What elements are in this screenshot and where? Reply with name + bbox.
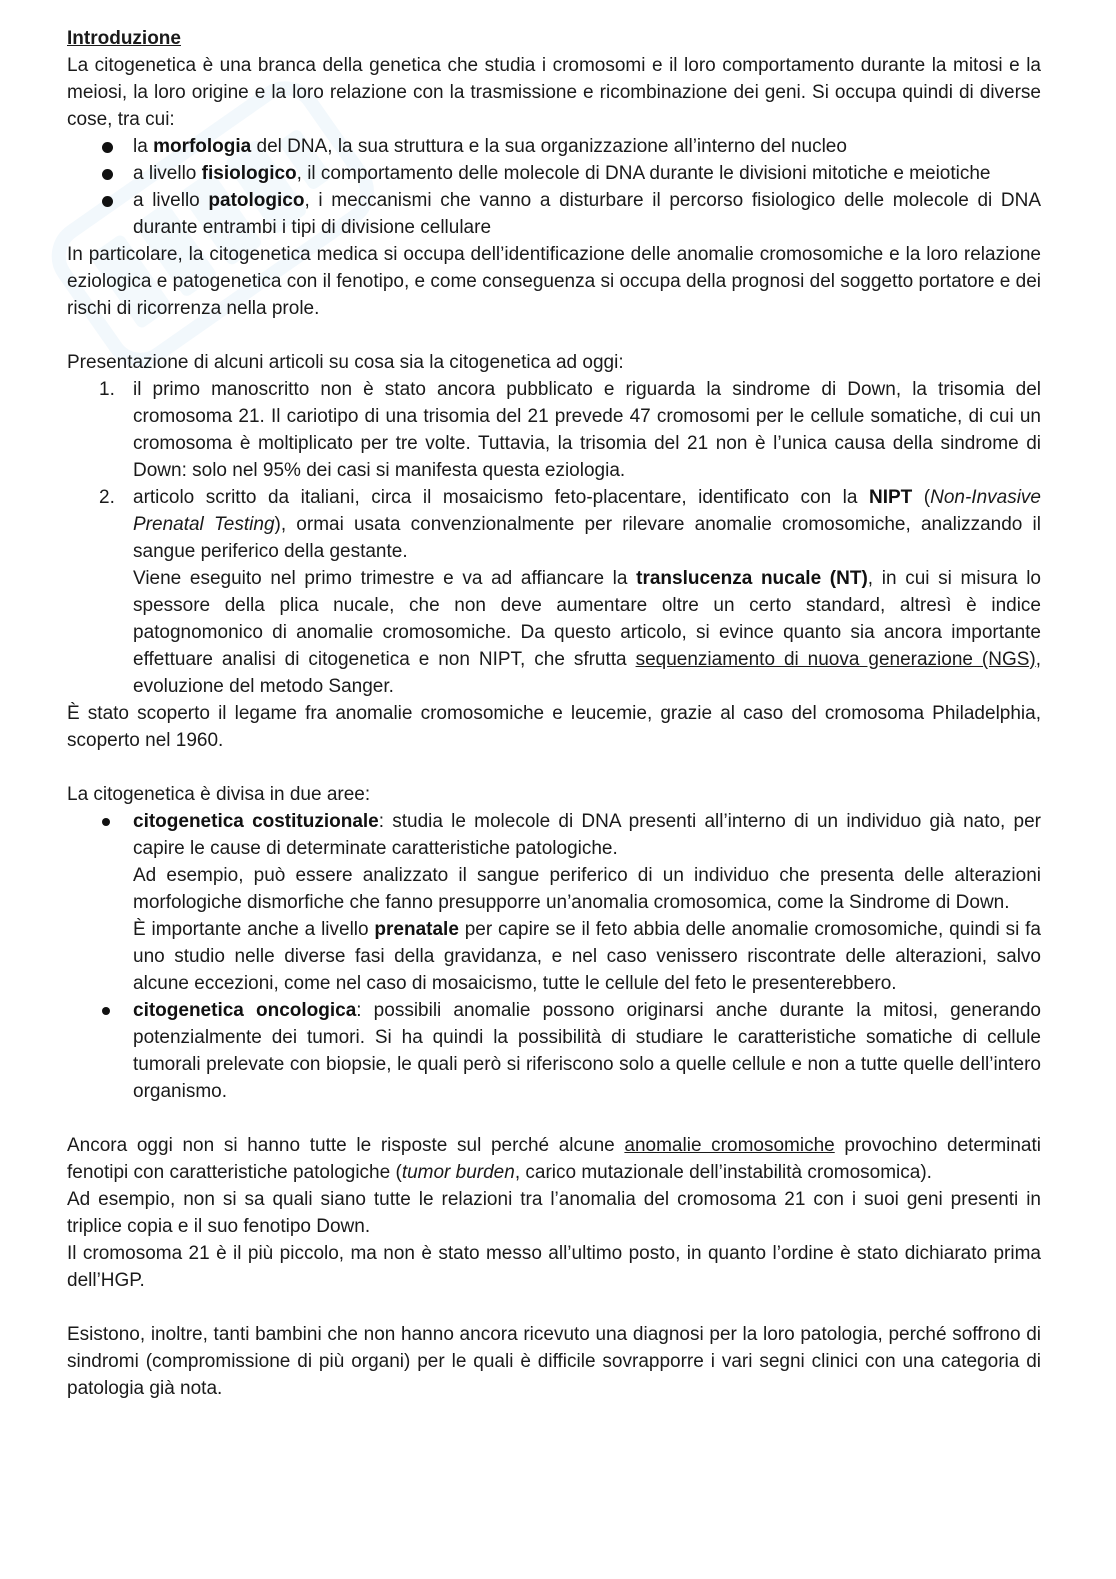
- areas-lead: La citogenetica è divisa in due aree:: [67, 784, 371, 805]
- intro-paragraph: La citogenetica è una branca della genetica che studia i cromosomi e il loro comportamento durante la mitosi e la meiosi, la loro origine e la loro relazione con la trasmissione e ricombinazione dei geni. Si occupa quindi di diverse cose, tra cui:: [67, 55, 1041, 130]
- intro-bullet-list: [67, 133, 1041, 241]
- list-item: la morfologia del DNA, la sua struttura e la sua organizzazione all’interno del nucleo: [67, 133, 1041, 160]
- list-item: a livello fisiologico, il comportamento delle molecole di DNA durante le divisioni mitotiche e meiotiche: [67, 160, 1041, 187]
- areas-list: [67, 808, 1041, 1105]
- bullet-icon: [102, 818, 110, 826]
- bullet-icon: [102, 169, 113, 180]
- chromosome-21-paragraph: Ad esempio, non si sa quali siano tutte le relazioni tra l’anomalia del cromosoma 21 con i suoi geni presenti in triplice copia e il suo fenotipo Down.: [67, 1189, 1041, 1237]
- bullet-icon: [102, 142, 113, 153]
- undiagnosed-paragraph: Esistono, inoltre, tanti bambini che non hanno ancora ricevuto una diagnosi per la loro patologia, perché soffrono di sindromi (compromissione di più organi) per le quali è difficile sovrapporre i vari segni clinici con una categoria di patologia già nota.: [67, 1324, 1041, 1399]
- list-item: 1. il primo manoscritto non è stato ancora pubblicato e riguarda la sindrome di Down, la trisomia del cromosoma 21. Il cariotipo di una trisomia del 21 prevede 47 cromosomi per le cellule somatiche, di cui un cromosoma è moltiplicato per tre volte. Tuttavia, la trisomia del 21 non è l’unica causa della sindrome di Down: solo nel 95% dei casi si manifesta questa eziologia.: [99, 379, 1041, 481]
- hgp-paragraph: Il cromosoma 21 è il più piccolo, ma non è stato messo all’ultimo posto, in quanto l’ordine è stato dichiarato prima dell’HGP.: [67, 1243, 1041, 1291]
- articles-list: [67, 376, 1041, 700]
- list-item: a livello patologico, i meccanismi che vanno a disturbare il percorso fisiologico delle molecole di DNA durante entrambi i tipi di divisione cellulare: [67, 187, 1041, 241]
- document-body: [67, 25, 1041, 1402]
- medical-cytogenetics-paragraph: In particolare, la citogenetica medica si occupa dell’identificazione delle anomalie cromosomiche e la loro relazione eziologica e patogenetica con il fenotipo, e come conseguenza si occupa della prognosi del soggetto portatore e dei rischi di ricorrenza nella prole.: [67, 244, 1041, 319]
- list-item: citogenetica costituzionale: studia le molecole di DNA presenti all’interno di un individuo già nato, per capire le cause di determinate caratteristiche patologiche. Ad esempio, può essere analizzato il sangue periferico di un individuo che presenta delle alterazioni morfologiche dismorfiche che fanno presupporre un’anomalia cromosomica, come la Sindrome di Down. È importante anche a livello prenatale per capire se il feto abbia delle anomalie cromosomiche, quindi si fa uno studio nelle diverse fasi della gravidanza, e nel caso venissero riscontrate delle alterazioni, salvo alcune eccezioni, come nel caso di mosaicismo, tutte le cellule del feto le presenterebbero.: [67, 808, 1041, 997]
- bullet-icon: [102, 1007, 110, 1015]
- bullet-icon: [102, 196, 113, 207]
- philadelphia-paragraph: È stato scoperto il legame fra anomalie cromosomiche e leucemie, grazie al caso del cromosoma Philadelphia, scoperto nel 1960.: [67, 703, 1041, 751]
- list-item: 2. articolo scritto da italiani, circa il mosaicismo feto-placentare, identificato con la NIPT (Non-Invasive Prenatal Testing), ormai usata convenzionalmente per rilevare anomalie cromosomiche, analizzando il sangue periferico della gestante. Viene eseguito nel primo trimestre e va ad affiancare la translucenza nucale (NT), in cui si misura lo spessore della plica nucale, che non deve aumentare oltre un certo standard, altresì è indice patognomonico di anomalie cromosomiche. Da questo articolo, si evince quanto sia ancora importante effettuare analisi di citogenetica e non NIPT, che sfrutta sequenziamento di nuova generazione (NGS), evoluzione del metodo Sanger.: [99, 487, 1042, 697]
- ngs-link: sequenziamento di nuova generazione (NGS): [635, 649, 1036, 670]
- section-title: Introduzione: [67, 28, 181, 49]
- articles-lead: Presentazione di alcuni articoli su cosa sia la citogenetica ad oggi:: [67, 352, 624, 373]
- open-questions-paragraph: Ancora oggi non si hanno tutte le risposte sul perché alcune anomalie cromosomiche provochino determinati fenotipi con caratteristiche patologiche (tumor burden, carico mutazionale dell’instabilità cromosomica).: [67, 1135, 1041, 1183]
- list-item: citogenetica oncologica: possibili anomalie possono originarsi anche durante la mitosi, generando potenzialmente dei tumori. Si ha quindi la possibilità di studiare le caratteristiche somatiche di cellule tumorali prelevate con biopsie, le quali però si riferiscono solo a quelle cellule e non a tutte quelle dell’intero organismo.: [67, 997, 1041, 1105]
